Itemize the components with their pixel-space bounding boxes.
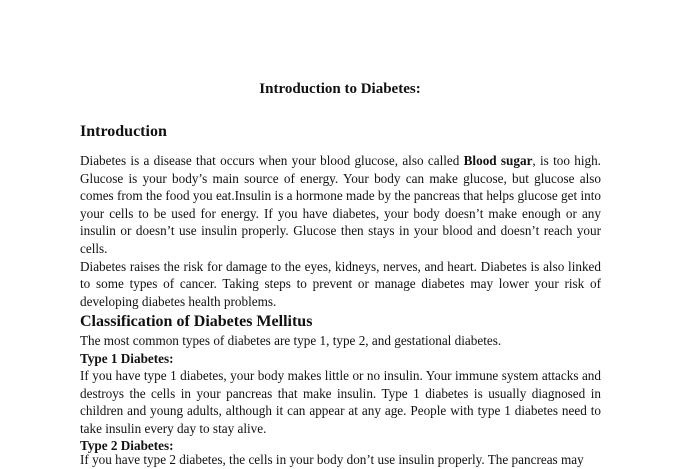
intro-text-end: , is too high. Glucose is your body’s main source of energy. Your body can make glucose, but glucose also comes from the food you eat.Insulin is a hormone made by the pancreas that helps glucose get into your cells to be used for energy. If you have diabetes, your body doesn’t make enough or any insulin or doesn’t use insulin properly. Glucose then stays in your blood and doesn’t reach your cells. (80, 153, 601, 256)
subheading-type-2: Type 2 Diabetes: (80, 438, 174, 454)
document-title: Introduction to Diabetes: (259, 81, 421, 97)
bold-term-blood-sugar: Blood sugar (463, 153, 533, 168)
type-2-paragraph-partial (80, 451, 601, 469)
introduction-paragraph-1 (80, 152, 601, 258)
type-1-paragraph: If you have type 1 diabetes, your body makes little or no insulin. Your immune system attacks and destroys the cells in your pancreas that make insulin. Type 1 diabetes is usually diagnosed in children and young adults, although it can appear at any age. People with type 1 diabetes need to take insulin every day to stay alive. (80, 367, 601, 436)
section-heading-classification: Classification of Diabetes Mellitus (80, 313, 313, 331)
classification-paragraph: The most common types of diabetes are type 1, type 2, and gestational diabetes. (80, 333, 502, 349)
document-body (80, 122, 601, 454)
type-2-paragraph: If you have type 2 diabetes, the cells in your body don’t use insulin properly. The pancreas may (80, 452, 584, 467)
intro-text-start: Diabetes is a disease that occurs when your blood glucose, also called (80, 153, 464, 168)
introduction-paragraph-2: Diabetes raises the risk for damage to the eyes, kidneys, nerves, and heart. Diabetes is also linked to some types of cancer. Taking steps to prevent or manage diabetes may lower your risk of developing diabetes health problems. (80, 258, 601, 309)
subheading-type-1: Type 1 Diabetes: (80, 350, 174, 366)
section-heading-introduction: Introduction (80, 123, 167, 140)
